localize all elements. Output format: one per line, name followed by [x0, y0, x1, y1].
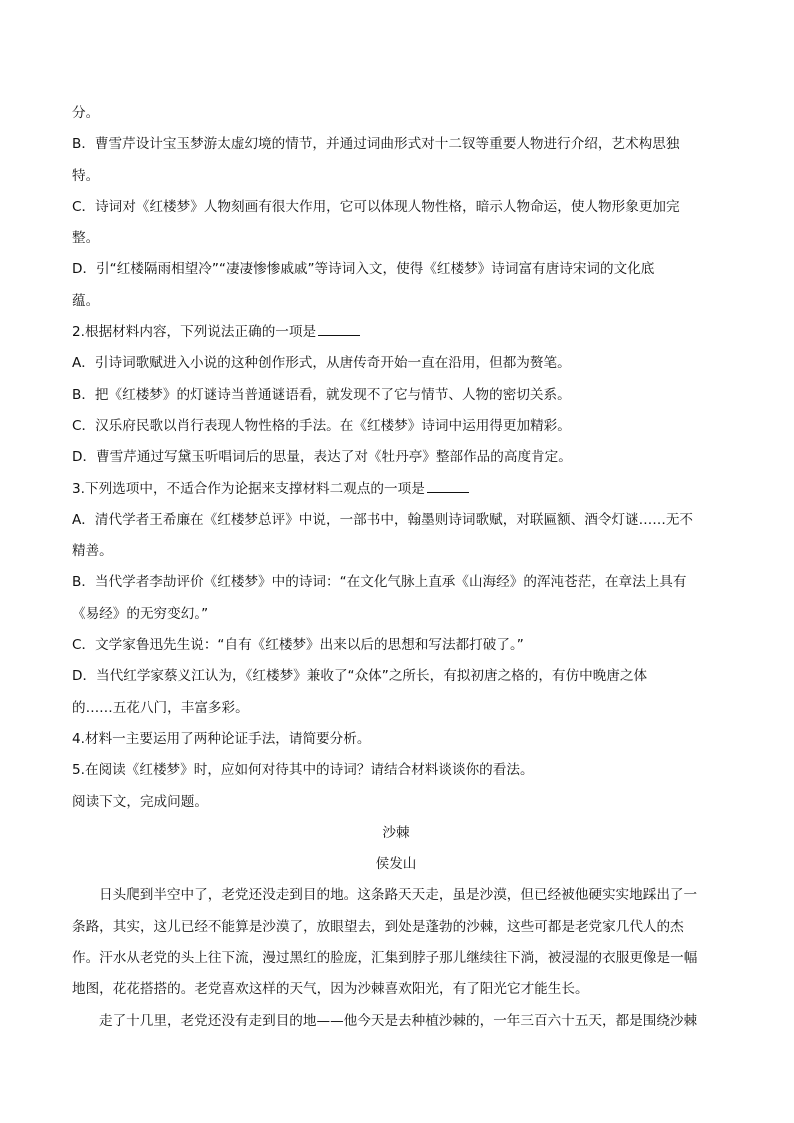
answer-blank	[427, 480, 469, 493]
text-line: 《易经》的无穷变幻。”	[72, 605, 209, 622]
question-2	[72, 317, 720, 348]
option-a-line: A．清代学者王希廉在《红楼梦总评》中说，一部书中，翰墨则诗词歌赋，对联匾额、酒令灯谜……无不	[72, 511, 694, 528]
paragraph-line: 地图，花花搭搭的。老党喜欢这样的天气，因为沙棘喜欢阳光，有了阳光它才能生长。	[72, 981, 589, 998]
question-4: 4.材料一主要运用了两种论证手法，请简要分析。	[72, 730, 371, 747]
article-title: 沙棘	[382, 824, 410, 841]
question-5: 5.在阅读《红楼梦》时，应如何对待其中的诗词？请结合材料谈谈你的看法。	[72, 762, 534, 779]
option-c-line: C．汉乐府民歌以肖行表现人物性格的手法。在《红楼梦》诗词中运用得更加精彩。	[72, 417, 571, 434]
text-line: 整。	[72, 230, 100, 247]
document-body	[72, 98, 720, 1037]
paragraph-line: 条路，其实，这儿已经不能算是沙漠了，放眼望去，到处是蓬勃的沙棘，这些可都是老党家几代人的杰	[72, 918, 684, 935]
text-line: 的……五花八门，丰富多彩。	[72, 699, 249, 716]
option-b-line: B．把《红楼梦》的灯谜诗当普通谜语看，就发现不了它与情节、人物的密切关系。	[72, 386, 571, 403]
article-author: 侯发山	[375, 856, 417, 873]
text-line: 分。	[72, 105, 100, 121]
option-d-line: D．当代红学家蔡义江认为，《红楼梦》兼收了“众体”之所长，有拟初唐之格的，有仿中晚唐之体	[72, 668, 648, 685]
text-line: 精善。	[72, 543, 113, 560]
question-3	[72, 474, 720, 505]
paragraph-line: 走了十几里，老党还没有走到目的地——他今天是去种植沙棘的，一年三百六十五天，都是围绕沙棘	[99, 1012, 698, 1029]
paragraph-line: 作。汗水从老党的头上往下流，漫过黑红的脸庞，汇集到脖子那儿继续往下淌，被浸湿的衣服更像是一幅	[72, 950, 698, 967]
text-line: 特。	[72, 167, 100, 184]
option-b-line: B．当代学者李劼评价《红楼梦》中的诗词：“在文化气脉上直承《山海经》的浑沌苍茫，在章法上具有	[72, 574, 687, 591]
paragraph-line: 日头爬到半空中了，老党还没走到目的地。这条路天天走，虽是沙漠，但已经被他硬实实地踩出了一	[99, 887, 698, 904]
option-d-line: D．曹雪芹通过写黛玉听唱词后的思量，表达了对《牡丹亭》整部作品的高度肯定。	[72, 449, 572, 466]
option-b-line: B．曹雪芹设计宝玉梦游太虚幻境的情节，并通过词曲形式对十二钗等重要人物进行介绍，艺术构思独	[72, 136, 680, 153]
option-c-line: C．文学家鲁迅先生说：“自有《红楼梦》出来以后的思想和写法都打破了。”	[72, 637, 524, 654]
reading-instruction: 阅读下文，完成问题。	[72, 793, 208, 810]
option-c-line: C．诗词对《红楼梦》人物刻画有很大作用，它可以体现人物性格，暗示人物命运，使人物形象更加完	[72, 198, 680, 215]
question-3-text: 3.下列选项中，不适合作为论据来支撑材料二观点的一项是	[72, 480, 425, 497]
text-line: 蕴。	[72, 292, 100, 309]
answer-blank	[318, 323, 360, 336]
question-2-text: 2.根据材料内容，下列说法正确的一项是	[72, 324, 317, 341]
option-a-line: A．引诗词歌赋进入小说的这种创作形式，从唐传奇开始一直在沿用，但都为赘笔。	[72, 355, 571, 372]
option-d-line: D．引“红楼隔雨相望冷”“凄凄惨惨戚戚”等诗词入文，使得《红楼梦》诗词富有唐诗宋词的文化底	[72, 261, 655, 278]
